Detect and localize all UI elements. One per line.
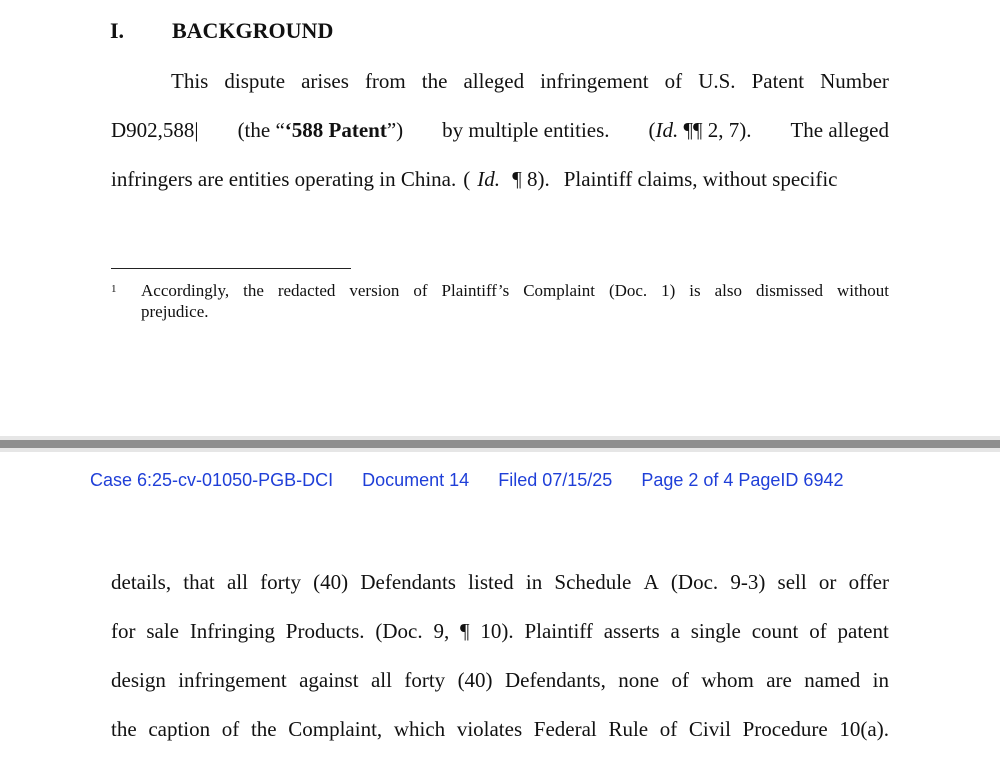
word: Infringing (189, 619, 275, 643)
word: Civil (688, 717, 731, 741)
word: (Doc. (375, 619, 423, 643)
line-text: infringers are entities operating in China. (111, 167, 457, 191)
case-number: Case 6:25-cv-01050-PGB-DCI (90, 470, 334, 490)
defined-term-close: ”) (386, 118, 404, 142)
citation (648, 116, 751, 144)
paragraph-2-line-4 (111, 715, 889, 743)
word: none (618, 668, 660, 692)
footnote-text (141, 280, 889, 322)
page-divider (0, 440, 1000, 448)
word: asserts (603, 619, 660, 643)
word: the (421, 69, 448, 93)
word: design (111, 668, 166, 692)
word: a (670, 619, 680, 643)
word: A (643, 570, 659, 594)
word: dispute (224, 69, 286, 93)
word: in (525, 570, 543, 594)
defined-term: ‘588 Patent (284, 118, 387, 142)
defined-term-open: (the “ (237, 118, 285, 142)
case-header-stamp (90, 470, 843, 491)
citation-id: Id. (655, 118, 679, 142)
section-title: BACKGROUND (172, 18, 334, 43)
paragraph-2-line-2 (111, 617, 889, 645)
footnote-word: also (714, 281, 742, 300)
word: infringement (178, 668, 287, 692)
section-heading (110, 18, 333, 44)
document-number: Document 14 (362, 470, 470, 490)
section-number: I. (110, 18, 125, 43)
word: Products. (285, 619, 365, 643)
footnote-line-1 (141, 280, 889, 301)
word: are (766, 668, 792, 692)
word: violates (456, 717, 523, 741)
word: sell (777, 570, 807, 594)
footnote-line-2: prejudice. (141, 302, 209, 321)
footnote-word: Complaint (523, 281, 595, 300)
footnote-word: Plaintiff’s (441, 281, 510, 300)
footnote-separator (111, 268, 351, 269)
word: of (671, 668, 689, 692)
word: arises (301, 69, 349, 93)
paragraph-1-line-3 (111, 165, 889, 193)
word: (Doc. (670, 570, 719, 594)
footnote-word: the (243, 281, 264, 300)
paragraph-1-line-2 (111, 116, 889, 144)
word: named (804, 668, 861, 692)
filed-date: Filed 07/15/25 (498, 470, 613, 490)
footnote-word: is (689, 281, 701, 300)
word: in (872, 668, 889, 692)
citation-open: ( (648, 118, 656, 142)
word: count (751, 619, 799, 643)
word: for (111, 619, 136, 643)
word: Number (820, 69, 889, 93)
word: (40) (313, 570, 349, 594)
word: of (664, 69, 683, 93)
word: patent (837, 619, 889, 643)
word: Complaint, (288, 717, 383, 741)
word: Patent (751, 69, 805, 93)
paragraph-1-line-1 (171, 67, 889, 95)
word: Defendants, (504, 668, 606, 692)
word: whom (701, 668, 754, 692)
footnote-word: of (413, 281, 428, 300)
word: from (364, 69, 406, 93)
footnote-word: (Doc. (608, 281, 648, 300)
line-text-tail: The alleged (790, 118, 889, 142)
word: (40) (457, 668, 493, 692)
word: Plaintiff (524, 619, 593, 643)
footnote-word: without (837, 281, 889, 300)
footnote-word: redacted (277, 281, 336, 300)
footnote-word: 1) (661, 281, 676, 300)
word: 9-3) (730, 570, 766, 594)
word: forty (260, 570, 301, 594)
footnote-word: version (349, 281, 400, 300)
footnote-marker: 1 (111, 283, 117, 295)
paragraph-2-line-1 (111, 568, 889, 596)
word: This (171, 69, 209, 93)
word: single (690, 619, 741, 643)
word: Federal (533, 717, 597, 741)
footnote-word: dismissed (755, 281, 824, 300)
page-info: Page 2 of 4 PageID 6942 (641, 470, 844, 490)
word: infringement (540, 69, 649, 93)
footnote-word: Accordingly, (141, 281, 230, 300)
word: that (183, 570, 215, 594)
word: all (370, 668, 392, 692)
citation-rest: ¶¶ 2, 7). (683, 118, 752, 142)
word: Schedule (554, 570, 632, 594)
citation-open: ( (463, 167, 471, 191)
citation-rest: ¶ 8). (512, 167, 550, 191)
word: of (809, 619, 827, 643)
word: Defendants (360, 570, 456, 594)
word: listed (468, 570, 514, 594)
word: ¶ (460, 619, 470, 643)
word: which (393, 717, 446, 741)
word: U.S. (698, 69, 736, 93)
word: of (221, 717, 240, 741)
word: offer (848, 570, 889, 594)
word: the (250, 717, 277, 741)
word: Rule (608, 717, 649, 741)
word: alleged (463, 69, 525, 93)
word: details, (111, 570, 172, 594)
word: 10(a). (839, 717, 889, 741)
word: caption (148, 717, 211, 741)
word: sale (146, 619, 179, 643)
paragraph-2-line-3 (111, 666, 889, 694)
citation (463, 165, 557, 193)
word: 10). (480, 619, 514, 643)
word: of (659, 717, 678, 741)
line-text-tail: Plaintiff claims, without specific (563, 167, 838, 191)
word: against (299, 668, 359, 692)
word: the (111, 717, 137, 741)
word: 9, (433, 619, 450, 643)
word: forty (404, 668, 446, 692)
citation-id: Id. (477, 167, 500, 191)
word: or (818, 570, 837, 594)
word: Procedure (742, 717, 828, 741)
line-text: by multiple entities. (442, 118, 610, 142)
word: all (226, 570, 248, 594)
defined-term-group (238, 116, 404, 144)
patent-number: D902,588| (111, 118, 199, 142)
